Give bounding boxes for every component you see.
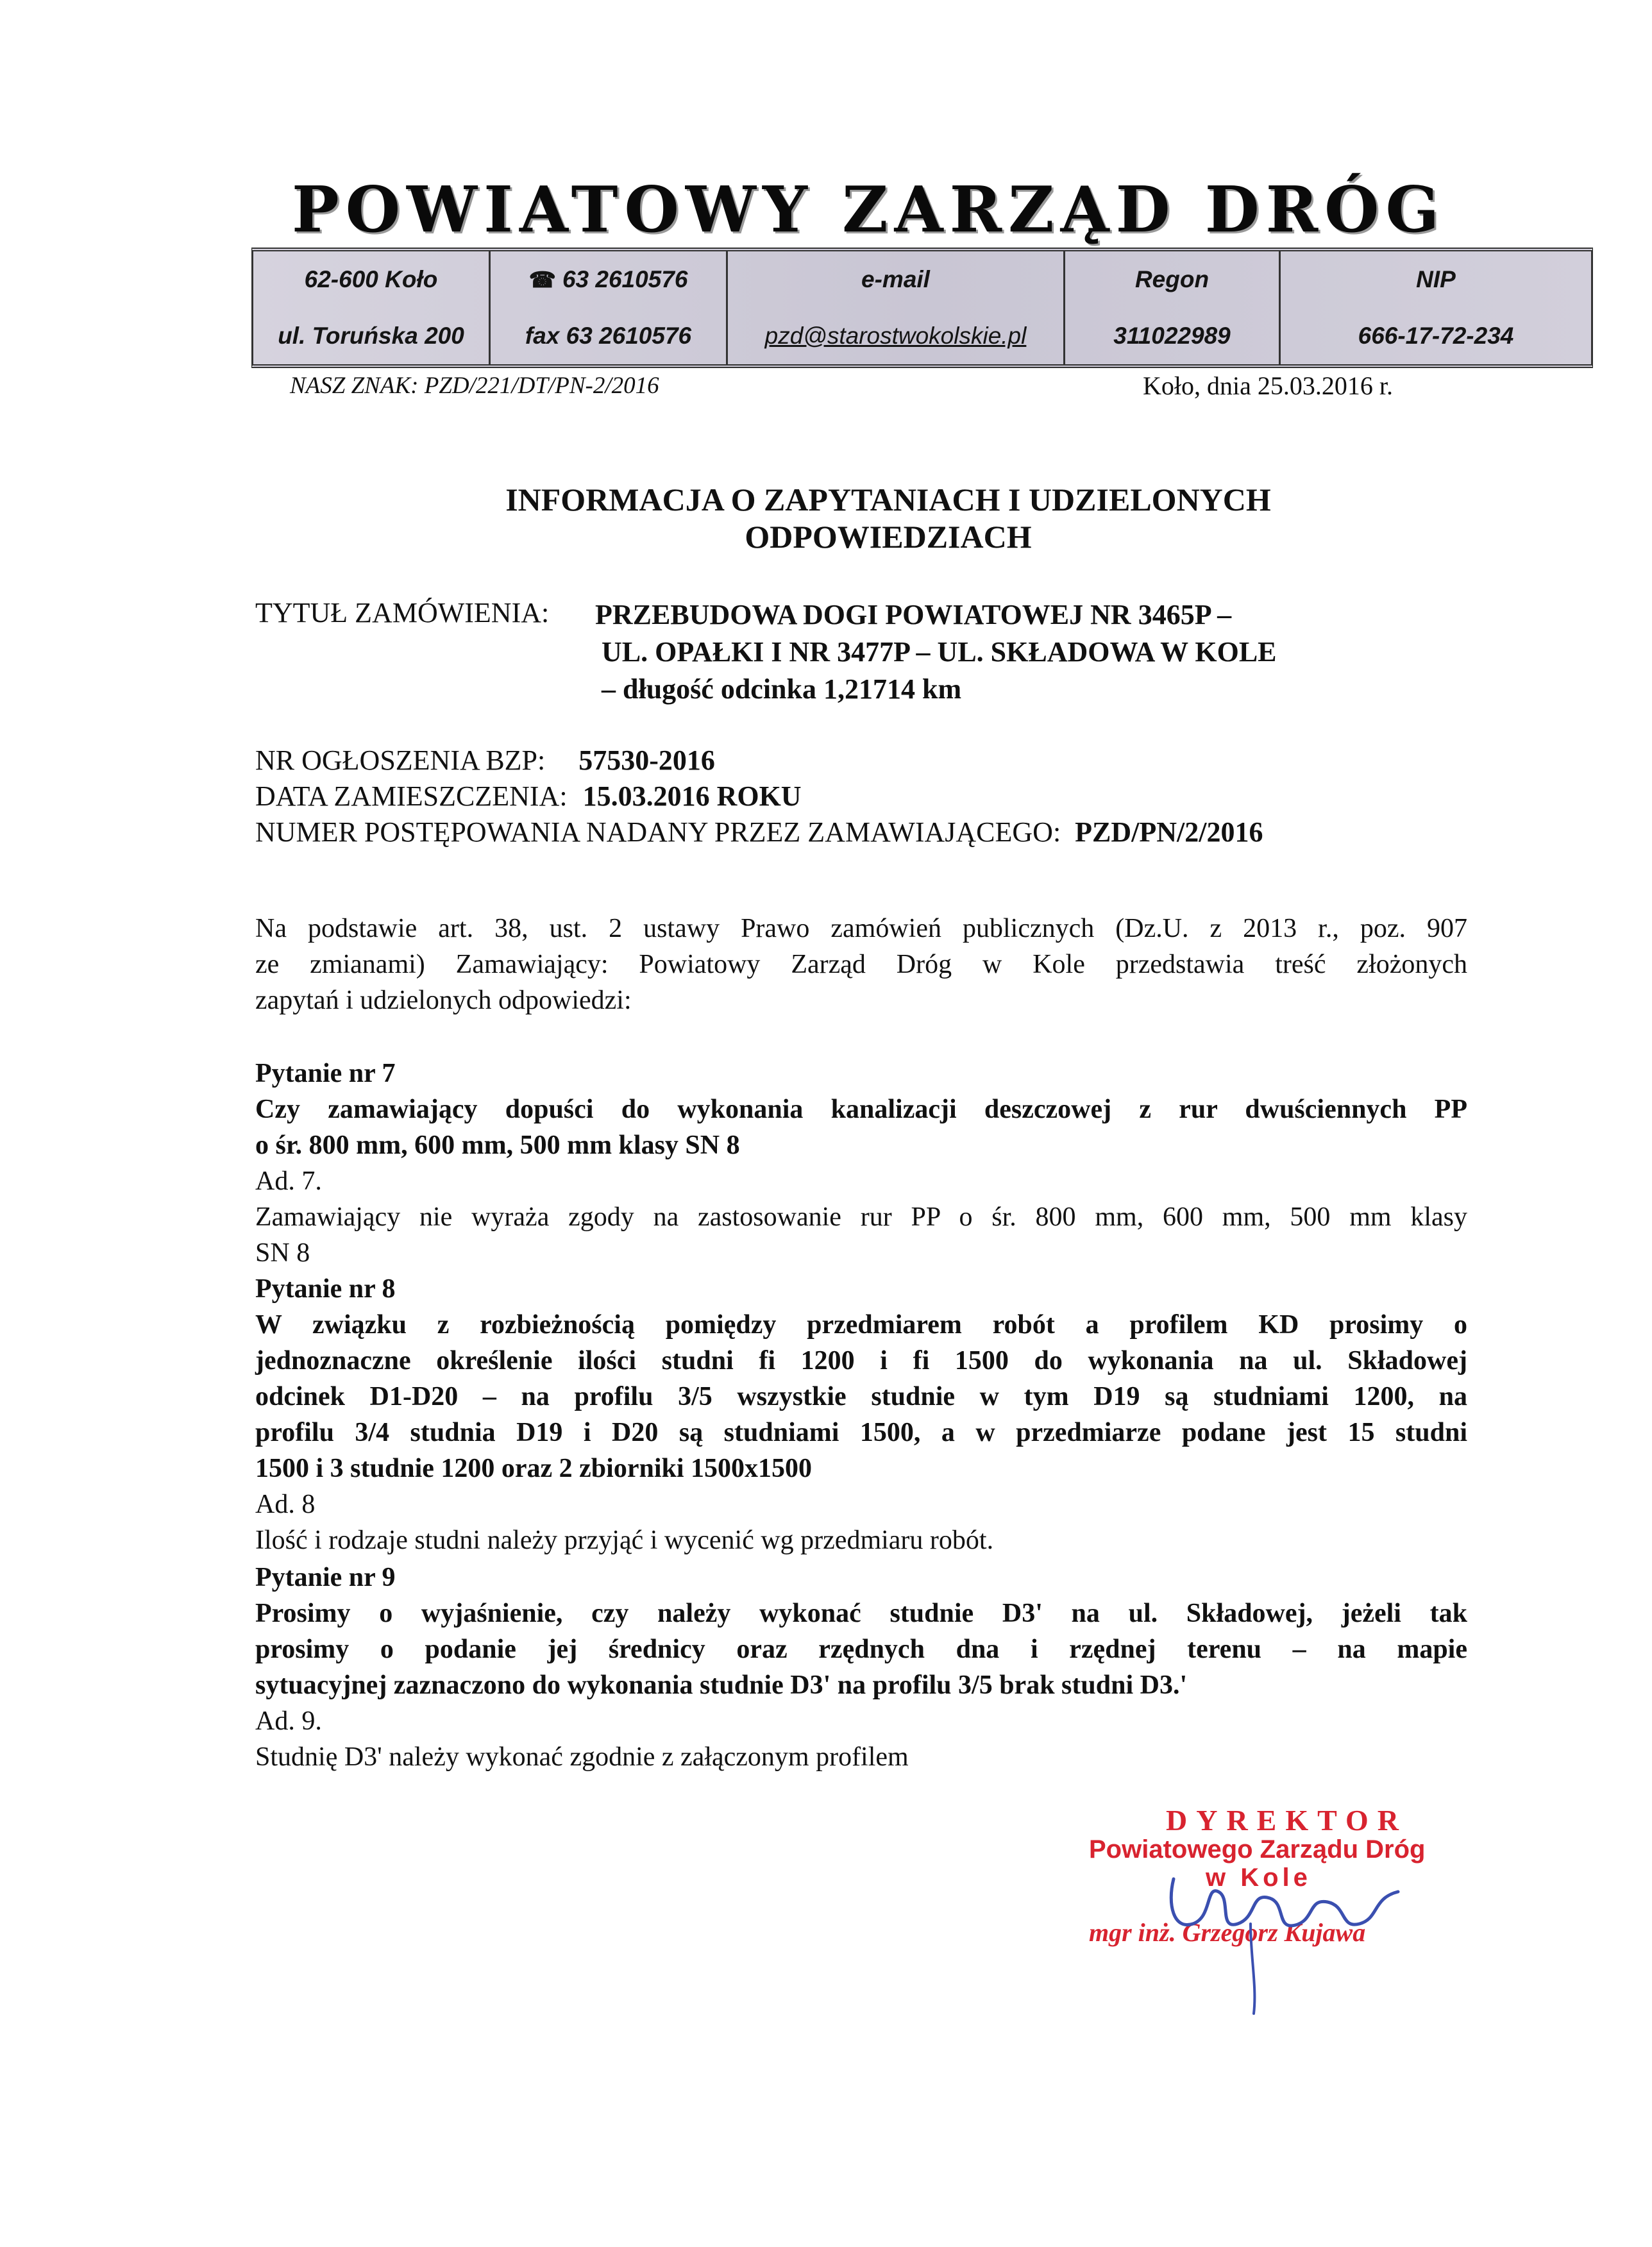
question-9-heading: Pytanie nr 9	[255, 1563, 396, 1592]
document-title	[257, 481, 1520, 555]
handwritten-signature	[1148, 1853, 1417, 2020]
question-9-line-2: prosimy o podanie jej średnicy oraz rzędnych dna i rzędnej terenu – na mapie	[255, 1635, 1467, 1664]
bzp-label: NR OGŁOSZENIA BZP:	[255, 745, 546, 776]
question-8-line-3: odcinek D1-D20 – na profilu 3/5 wszystkie studnie w tym D19 są studniami 1200, na	[255, 1382, 1467, 1411]
email-label: e-mail	[861, 266, 930, 292]
bzp-line	[255, 744, 715, 777]
title-line-1: INFORMACJA O ZAPYTANIACH I UDZIELONYCH	[505, 482, 1271, 518]
answer-7-line-1: Zamawiający nie wyraża zgody na zastosowanie rur PP o śr. 800 mm, 600 mm, 500 mm klasy	[255, 1202, 1467, 1232]
procedure-number-value: PZD/PN/2/2016	[1075, 816, 1263, 848]
stamp-institution: Powiatowego Zarządu Dróg	[1089, 1835, 1426, 1864]
intro-line-2: ze zmianami) Zamawiający: Powiatowy Zarząd Dróg w Kole przedstawia treść złożonych	[255, 950, 1467, 979]
intro-paragraph	[255, 911, 1467, 1018]
question-8-line-1: W związku z rozbieżnością pomiędzy przedmiarem robót a profilem KD prosimy o	[255, 1310, 1467, 1340]
answer-7-heading: Ad. 7.	[255, 1166, 322, 1196]
publication-date-label: DATA ZAMIESZCZENIA:	[255, 780, 568, 812]
question-8-line-2: jednoznaczne określenie ilości studni fi 1200 i fi 1500 do wykonania na ul. Składowej	[255, 1346, 1467, 1376]
address-cell	[253, 251, 491, 364]
order-title-line-1: PRZEBUDOWA DOGI POWIATOWEJ NR 3465P –	[595, 599, 1232, 630]
question-8-block	[255, 1271, 1467, 1558]
question-9-line-3: sytuacyjnej zaznaczono do wykonania studnie D3' na profilu 3/5 brak studni D3.'	[255, 1671, 1188, 1700]
phone-number-line	[529, 266, 688, 293]
document-date: Koło, dnia 25.03.2016 r.	[1143, 371, 1393, 400]
question-8-heading: Pytanie nr 8	[255, 1274, 396, 1304]
regon-label: Regon	[1134, 266, 1210, 292]
org-title: POWIATOWY ZARZĄD DRÓG	[292, 173, 1446, 247]
publication-date-value: 15.03.2016 ROKU	[582, 780, 802, 812]
phone-number: 63 2610576	[562, 266, 688, 292]
regon-cell	[1065, 251, 1281, 364]
question-7-heading: Pytanie nr 7	[255, 1059, 396, 1088]
intro-line-1: Na podstawie art. 38, ust. 2 ustawy Prawo zamówień publicznych (Dz.U. z 2013 r., poz. 907	[255, 914, 1467, 943]
question-8-line-5: 1500 i 3 studnie 1200 oraz 2 zbiorniki 1500x1500	[255, 1454, 813, 1483]
question-9-line-1: Prosimy o wyjaśnienie, czy należy wykonać studnie D3' na ul. Składowej, jeżeli tak	[255, 1599, 1467, 1628]
contact-info-table	[251, 248, 1593, 368]
procedure-number-line	[255, 816, 1263, 848]
email-cell	[728, 251, 1065, 364]
stamp-title: DYREKTOR	[1166, 1804, 1408, 1837]
answer-8-heading: Ad. 8	[255, 1490, 316, 1519]
stamp-city: w Kole	[1206, 1864, 1311, 1892]
postal-code: 62-600 Koło	[304, 266, 438, 292]
bzp-value: 57530-2016	[578, 745, 715, 776]
order-title-label: TYTUŁ ZAMÓWIENIA:	[255, 597, 550, 628]
nip-value: 666-17-72-234	[1358, 323, 1514, 349]
procedure-number-label: NUMER POSTĘPOWANIA NADANY PRZEZ ZAMAWIAJĄCEGO:	[255, 816, 1061, 848]
order-title-line-2: UL. OPAŁKI I NR 3477P – UL. SKŁADOWA W KOLE	[602, 636, 1277, 668]
publication-date-line	[255, 780, 802, 812]
nip-label: NIP	[1416, 266, 1456, 292]
title-line-2: ODPOWIEDZIACH	[745, 519, 1032, 555]
question-8-line-4: profilu 3/4 studnia D19 i D20 są studniami 1500, a w przedmiarze podane jest 15 studni	[255, 1418, 1467, 1447]
order-title-line-3: – długość odcinka 1,21714 km	[602, 673, 962, 705]
order-title	[595, 596, 1277, 708]
reference-number: NASZ ZNAK: PZD/221/DT/PN-2/2016	[290, 373, 659, 399]
regon-value: 311022989	[1113, 323, 1231, 349]
fax-number: fax 63 2610576	[525, 323, 692, 349]
nip-cell	[1281, 251, 1591, 364]
phone-icon: ☎	[528, 268, 556, 292]
question-9-block	[255, 1560, 1467, 1775]
answer-9-line-1: Studnię D3' należy wykonać zgodnie z załączonym profilem	[255, 1742, 909, 1772]
stamp-signatory: mgr inż. Grzegorz Kujawa	[1089, 1918, 1366, 1947]
email-link[interactable]: pzd@starostwokolskie.pl	[764, 323, 1027, 349]
phone-cell	[491, 251, 728, 364]
answer-7-line-2: SN 8	[255, 1238, 310, 1268]
street-address: ul. Toruńska 200	[278, 323, 464, 349]
question-7-line-1: Czy zamawiający dopuści do wykonania kanalizacji deszczowej z rur dwuściennych PP	[255, 1095, 1467, 1124]
answer-9-heading: Ad. 9.	[255, 1706, 322, 1736]
question-7-line-2: o śr. 800 mm, 600 mm, 500 mm klasy SN 8	[255, 1131, 740, 1160]
answer-8-line-1: Ilość i rodzaje studni należy przyjąć i wycenić wg przedmiaru robót.	[255, 1526, 994, 1555]
question-7-block	[255, 1056, 1467, 1271]
intro-line-3: zapytań i udzielonych odpowiedzi:	[255, 986, 632, 1015]
